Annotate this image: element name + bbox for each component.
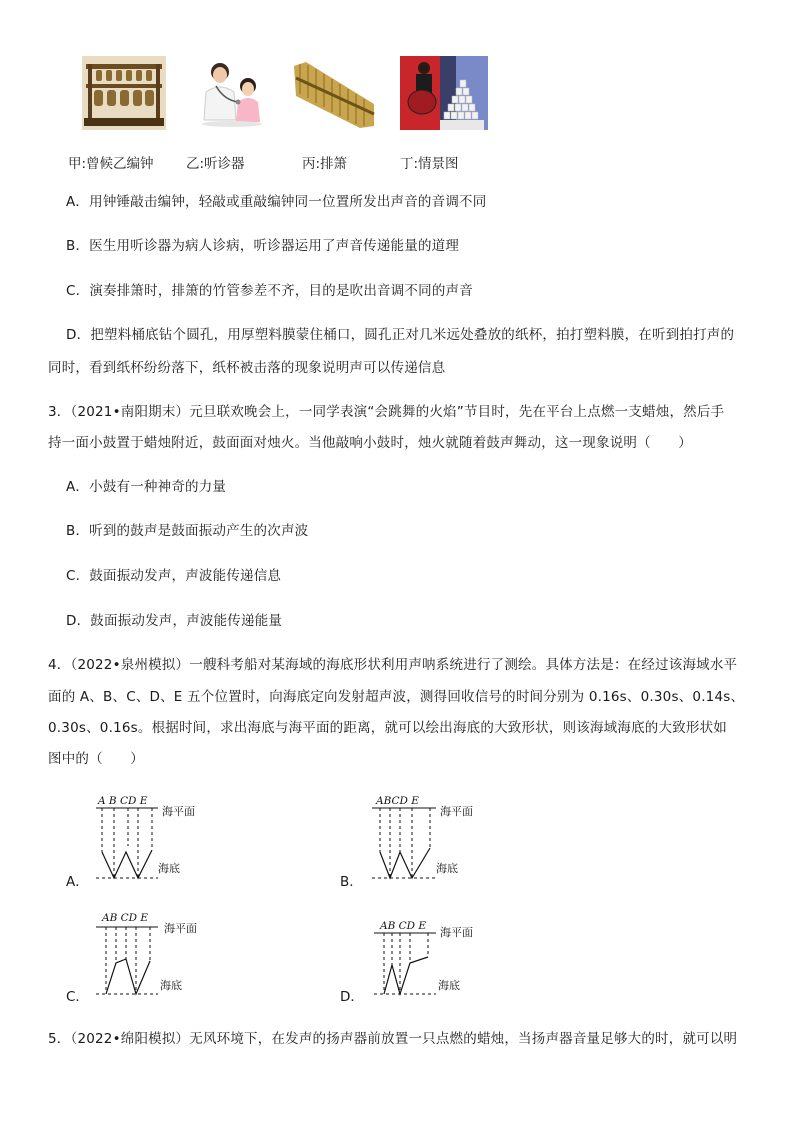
q4-stem-line1: 4．（2022•泉州模拟）一艘科考船对某海域的海底形状利用声呐系统进行了测绘。具体方法是：在经过该海域水平 [48, 657, 738, 673]
caption-panpipe: 丙:排箫 [302, 156, 348, 172]
q3-stem-line2: 持一面小鼓置于蜡烛附近，鼓面面对烛火。当他敲响小鼓时，烛火就随着鼓声舞动，这一现象说明（ ） [48, 435, 692, 451]
q2-option-b: B．医生用听诊器为病人诊病，听诊器运用了声音传递能量的道理 [66, 238, 460, 254]
q3-option-b: B．听到的鼓声是鼓面振动产生的次声波 [66, 523, 309, 539]
caption-stethoscope: 乙:听诊器 [186, 156, 245, 172]
q3-stem-line1: 3．（2021•南阳期末）元旦联欢晚会上，一同学表演“会跳舞的火焰”节目时，先在平台上点燃一支蜡烛，然后手 [48, 404, 725, 420]
diagram-b-sea-level: 海平面 [440, 805, 473, 818]
q4-diagram-b [366, 790, 496, 889]
q4-stem-line4: 图中的（ ） [48, 751, 144, 767]
stethoscope-image [192, 56, 272, 130]
caption-scene: 丁:情景图 [400, 156, 459, 172]
diagram-d-seabed: 海底 [438, 979, 460, 992]
diagram-c-seabed: 海底 [160, 979, 182, 992]
caption-bianzhong: 甲:曾候乙编钟 [68, 156, 154, 172]
q4-stem-line3: 0.30s、0.16s。根据时间，求出海底与海平面的距离，就可以绘出海底的大致形状，则该海域海底的大致形状如 [48, 720, 727, 736]
bianzhong-image [82, 56, 166, 130]
q3-option-c: C．鼓面振动发声，声波能传递信息 [66, 568, 282, 584]
diagram-c-points: AB CD E [102, 912, 149, 924]
q2-option-a: A．用钟锤敲击编钟，轻敲或重敲编钟同一位置所发出声音的音调不同 [66, 194, 487, 210]
scene-image [400, 56, 488, 130]
diagram-d-points: AB CD E [380, 920, 427, 932]
q5-stem-line1: 5．（2022•绵阳模拟）无风环境下，在发声的扬声器前放置一只点燃的蜡烛，当扬声器音量足够大的时，就可以明 [48, 1031, 738, 1047]
q4-diagram-c [90, 907, 220, 1006]
q2-option-d-line1: D．把塑料桶底钻个圆孔，用厚塑料膜蒙住桶口，圆孔正对几米远处叠放的纸杯，拍打塑料膜，在听到拍打声的 [66, 327, 735, 343]
q4-option-c-label: C． [66, 989, 89, 1005]
q2-option-d-line2: 同时，看到纸杯纷纷落下，纸杯被击落的现象说明声可以传递信息 [48, 360, 446, 376]
diagram-d-sea-level: 海平面 [440, 926, 473, 939]
diagram-b-seabed: 海底 [436, 862, 458, 875]
q4-option-b-label: B． [340, 874, 363, 890]
diagram-a-points: A B CD E [98, 795, 148, 807]
q4-diagram-a [90, 790, 220, 889]
q2-option-c: C．演奏排箫时，排箫的竹管参差不齐，目的是吹出音调不同的声音 [66, 283, 473, 299]
diagram-c-sea-level: 海平面 [164, 922, 197, 935]
q4-option-a-label: A． [66, 874, 89, 890]
diagram-b-points: ABCD E [376, 795, 419, 807]
q4-diagram-d [366, 907, 496, 1006]
diagram-a-seabed: 海底 [158, 862, 180, 875]
q4-option-d-label: D． [340, 989, 364, 1005]
q3-option-a: A．小鼓有一种神奇的力量 [66, 479, 227, 495]
q3-option-d: D．鼓面振动发声，声波能传递能量 [66, 613, 283, 629]
diagram-a-sea-level: 海平面 [162, 805, 195, 818]
panpipe-image [290, 56, 378, 130]
q4-stem-line2: 面的 A、B、C、D、E 五个位置时，向海底定向发射超声波，测得回收信号的时间分别为 0.16s、0.30s、0.14s、 [48, 689, 745, 705]
